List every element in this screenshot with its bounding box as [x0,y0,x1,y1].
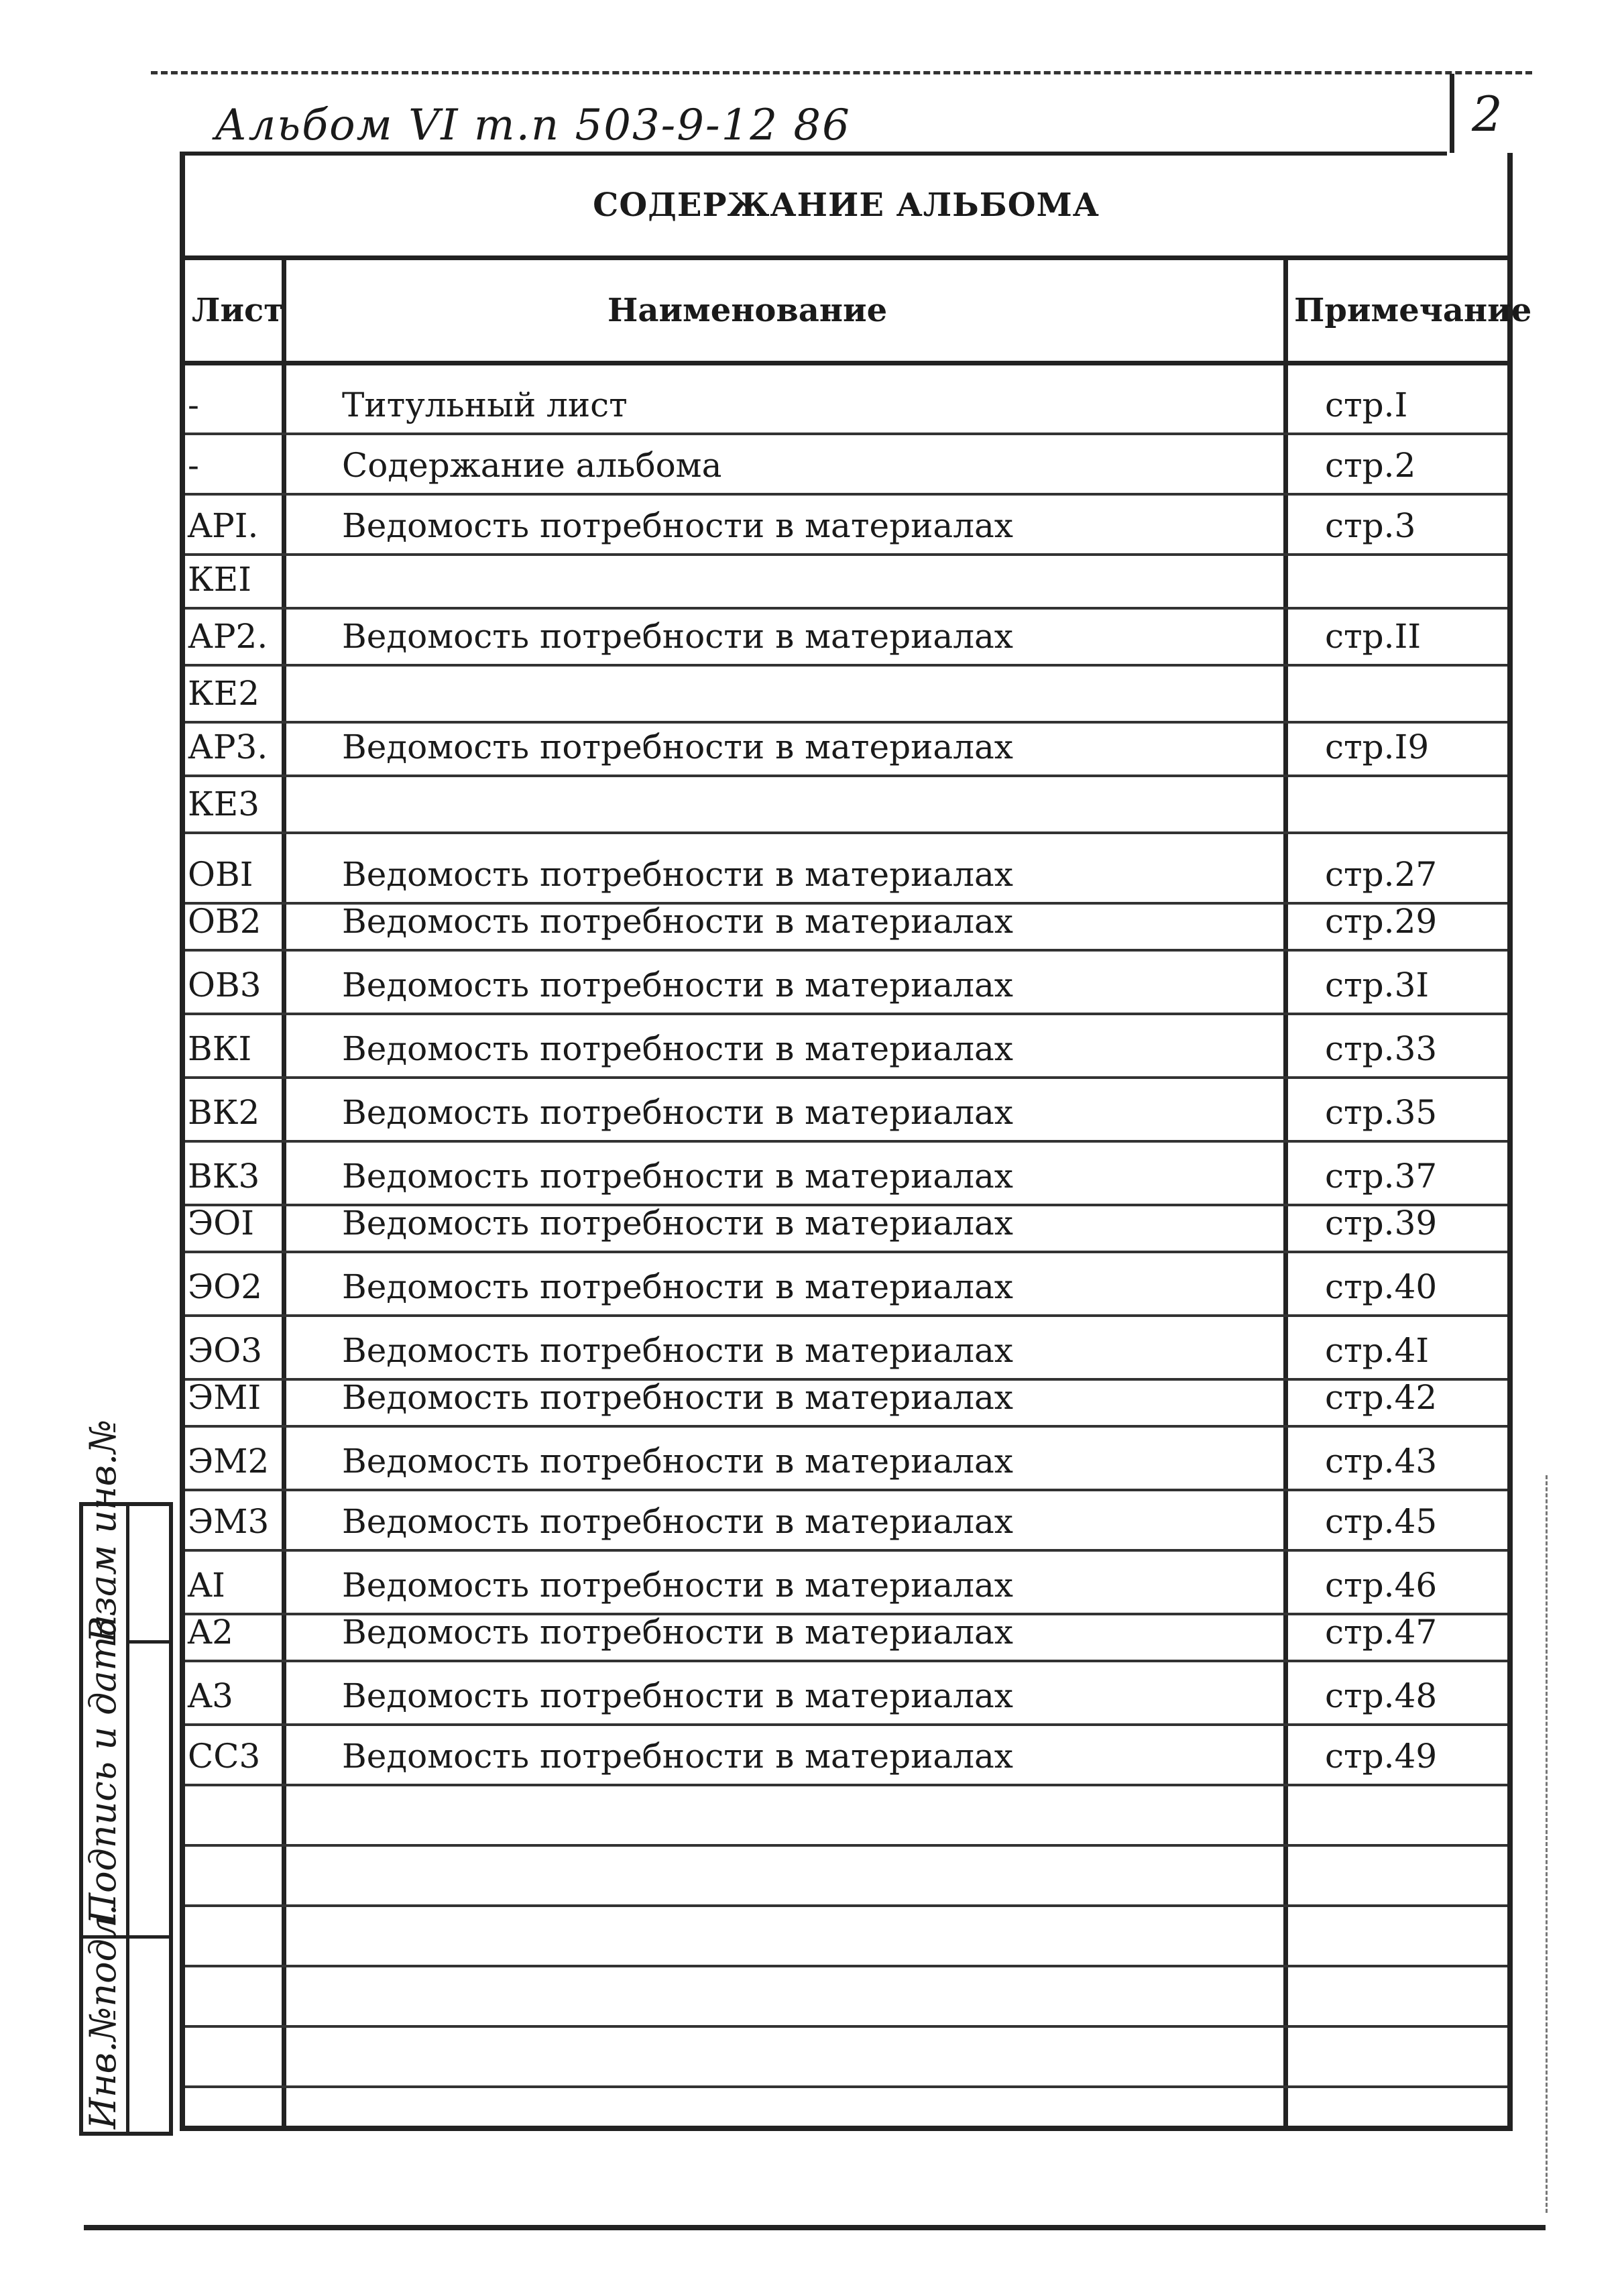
page-number-divider [1450,74,1454,153]
right-dashed-margin [1546,1475,1548,2213]
row-sheet: ЭМ2 [188,1442,270,1481]
row-name: Ведомость потребности в материалах [342,1093,1014,1132]
top-dashed-rule [151,71,1532,74]
column-header-name-label: Наименование [607,292,888,329]
row-rule [185,1549,1507,1552]
row-note: стр.29 [1325,902,1438,941]
bottom-rule [84,2225,1546,2230]
row-sheet: A3 [188,1676,233,1715]
column-header-sheet-label: Лист [192,292,284,329]
row-name: Ведомость потребности в материалах [342,1267,1014,1306]
row-sheet: КЕI [188,560,251,599]
page-title: СОДЕРЖАНИЕ АЛЬБОМА [593,186,1100,224]
row-rule [185,1723,1507,1726]
row-name: Ведомость потребности в материалах [342,1737,1014,1776]
row-sheet: OB2 [188,902,262,941]
stamp-inv-number: Инв.№подл. [82,1904,124,2129]
row-sheet: - [188,386,199,424]
page-number: 2 [1472,86,1503,142]
row-sheet: ЭМI [188,1378,262,1417]
row-name: Ведомость потребности в материалах [342,617,1014,656]
row-note: стр.33 [1325,1029,1438,1068]
row-note: стр.49 [1325,1737,1438,1776]
row-rule [185,1013,1507,1015]
row-rule [185,433,1507,435]
row-name: Ведомость потребности в материалах [342,1676,1014,1715]
row-rule [185,1660,1507,1662]
row-sheet: КЕ3 [188,785,260,823]
row-note: стр.39 [1325,1204,1438,1243]
row-sheet: ВК2 [188,1093,260,1132]
row-note: стр.I [1325,386,1408,424]
row-name: Ведомость потребности в материалах [342,1029,1014,1068]
row-note: стр.2 [1325,446,1416,485]
row-rule [185,493,1507,496]
row-note: стр.47 [1325,1613,1438,1652]
row-sheet: - [188,446,199,485]
stamp-sign-date: Подпись и дата [82,1615,124,1925]
row-sheet: API. [188,506,259,545]
row-note: стр.48 [1325,1676,1438,1715]
row-note: стр.27 [1325,855,1438,894]
row-note: стр.4I [1325,1331,1430,1370]
row-sheet: OBI [188,855,253,894]
stamp-replaced-inv: Взам инв.№ [82,1419,124,1643]
row-name: Ведомость потребности в материалах [342,1204,1014,1243]
row-sheet: OB3 [188,966,262,1005]
row-name: Ведомость потребности в материалах [342,966,1014,1005]
row-note: стр.3 [1325,506,1416,545]
row-name: Ведомость потребности в материалах [342,1502,1014,1541]
row-rule [185,1251,1507,1253]
row-rule [185,1140,1507,1143]
row-rule [185,1314,1507,1317]
stamp-divider-2 [126,1640,169,1644]
row-rule [185,1076,1507,1079]
row-rule [185,607,1507,610]
row-sheet: A2 [188,1613,233,1652]
row-rule [185,1489,1507,1491]
row-note: стр.42 [1325,1378,1438,1417]
row-name: Ведомость потребности в материалах [342,1613,1014,1652]
row-name: Ведомость потребности в материалах [342,1378,1014,1417]
row-note: стр.35 [1325,1093,1438,1132]
title-row [180,153,1513,260]
row-note: стр.3I [1325,966,1430,1005]
row-name: Ведомость потребности в материалах [342,1157,1014,1196]
row-rule [185,664,1507,667]
row-name: Ведомость потребности в материалах [342,728,1014,766]
row-note: стр.I9 [1325,728,1430,766]
row-sheet: АР3. [188,728,268,766]
row-note: стр.46 [1325,1566,1438,1605]
row-rule [185,1425,1507,1428]
row-sheet: ЭО2 [188,1267,263,1306]
row-name: Ведомость потребности в материалах [342,902,1014,941]
row-sheet: ЭМ3 [188,1502,270,1541]
row-name: Ведомость потребности в материалах [342,855,1014,894]
column-header-name [286,258,1287,365]
row-rule [185,1784,1507,1786]
row-sheet: КЕ2 [188,674,260,713]
row-sheet: ВК3 [188,1157,260,1196]
column-header-sheet [185,258,286,365]
row-name: Ведомость потребности в материалах [342,1331,1014,1370]
row-note: стр.45 [1325,1502,1438,1541]
row-sheet: АР2. [188,617,268,656]
row-rule [185,553,1507,556]
row-name: Ведомость потребности в материалах [342,1566,1014,1605]
row-name: Ведомость потребности в материалах [342,1442,1014,1481]
stamp-column-divider [126,1506,129,2132]
row-name: Ведомость потребности в материалах [342,506,1014,545]
row-rule [185,949,1507,952]
row-sheet: ЭОI [188,1204,254,1243]
row-name: Титульный лист [342,386,628,424]
row-rule [185,831,1507,834]
row-note: стр.37 [1325,1157,1438,1196]
album-reference: Альбом VI т.п 503-9-12 86 [215,101,851,150]
row-note: стр.43 [1325,1442,1438,1481]
column-header-note [1287,258,1532,365]
row-sheet: AI [188,1566,225,1605]
row-note: стр.40 [1325,1267,1438,1306]
row-rule [185,774,1507,777]
row-note: стр.II [1325,617,1422,656]
row-sheet: CC3 [188,1737,261,1776]
row-sheet: ВКI [188,1029,252,1068]
column-header-note-label: Примечание [1294,292,1532,329]
row-sheet: ЭО3 [188,1331,263,1370]
row-name: Содержание альбома [342,446,722,485]
row-rule [185,721,1507,724]
